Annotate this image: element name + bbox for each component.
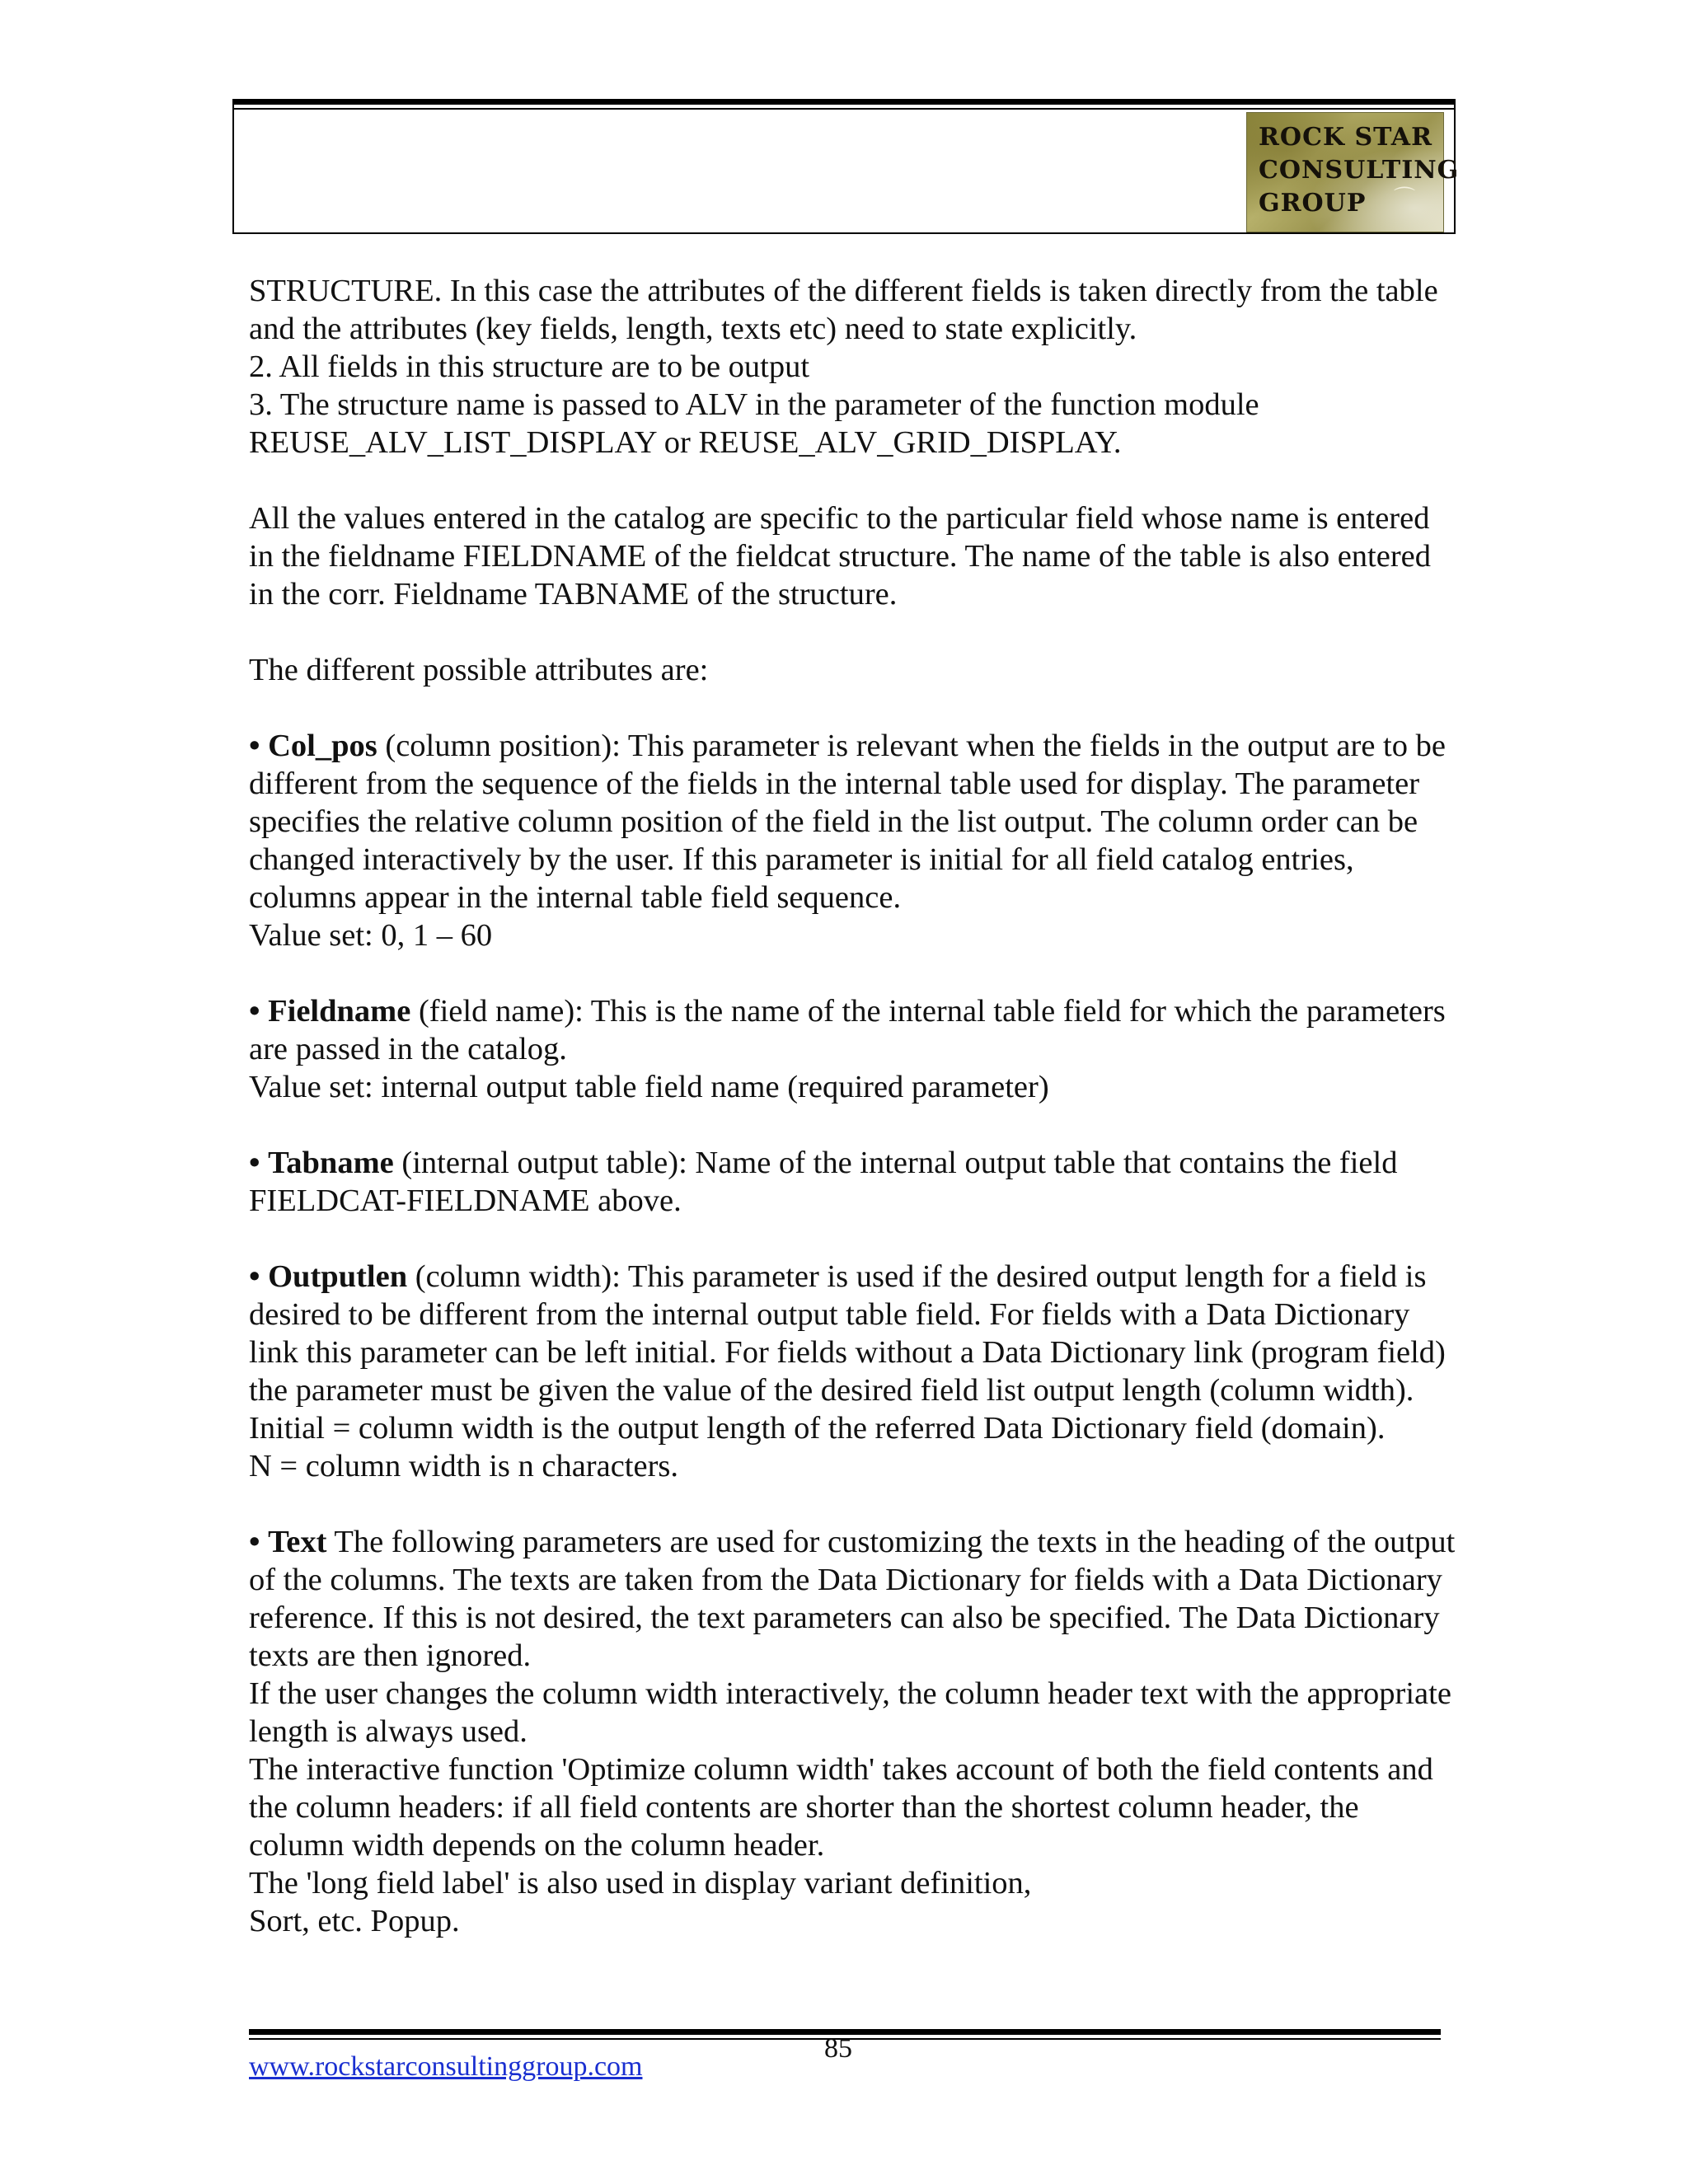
attribute-term: Tabname [268, 1146, 394, 1180]
attribute-text [249, 1258, 1461, 1409]
attribute-n-note: N = column width is n characters. [249, 1449, 679, 1483]
attribute-note: The interactive function 'Optimize column width' takes account of both the field contents and the column headers: if all field contents are shorter than the shortest column header, the column width depends on the column header. [249, 1752, 1433, 1863]
attribute-description: (column position): This parameter is relevant when the fields in the output are to be different from the sequence of the fields in the internal table used for display. The parameter specifies the relative column position of the field in the list output. The column order can be changed interactively by the user. If this parameter is initial for all field catalog entries, columns appear in the internal table field sequence. [249, 729, 1446, 915]
attribute-note: If the user changes the column width interactively, the column header text with the appropriate length is always used. [249, 1676, 1451, 1749]
company-logo [1246, 112, 1460, 232]
attribute-term: Fieldname [268, 994, 411, 1029]
bullet: • [249, 729, 260, 763]
intro-paragraph-3: 3. The structure name is passed to ALV in the parameter of the function module REUSE_ALV_LIST_DISPLAY or REUSE_ALV_GRID_DISPLAY. [249, 387, 1259, 460]
attribute-text [249, 727, 1461, 916]
attribute-term: Col_pos [268, 729, 377, 763]
website-link[interactable]: www.rockstarconsultinggroup.com [249, 2051, 643, 2082]
attribute-text-params [249, 1523, 1461, 1940]
page-body [249, 272, 1461, 1940]
attribute-description: (field name): This is the name of the internal table field for which the parameters are passed in the catalog. [249, 994, 1446, 1066]
catalog-paragraph: All the values entered in the catalog are specific to the particular field whose name is entered in the fieldname FIELDNAME of the fieldcat structure. The name of the table is also entered in the corr. Fieldname TABNAME of the structure. [249, 501, 1431, 612]
attribute-value-set: Value set: 0, 1 – 60 [249, 918, 493, 953]
bullet: • [249, 1259, 260, 1294]
bullet: • [249, 994, 260, 1029]
bullet: • [249, 1146, 260, 1180]
bird-icon: ⌒ [1393, 186, 1415, 211]
attribute-description: The following parameters are used for customizing the texts in the heading of the output of the columns. The texts are taken from the Data Dictionary for fields with a Data Dictionary reference. If this is not desired, the text parameters can also be specified. The Data Dictionary texts are then ignored. [249, 1525, 1456, 1673]
attribute-outputlen [249, 1258, 1461, 1485]
attribute-description: (internal output table): Name of the internal output table that contains the field FIELDCAT-FIELDNAME above. [249, 1146, 1398, 1218]
attribute-tabname [249, 1144, 1461, 1220]
attribute-term: Outputlen [268, 1259, 408, 1294]
attribute-value-set: Value set: internal output table field name (required parameter) [249, 1070, 1049, 1104]
attribute-note: The 'long field label' is also used in display variant definition, [249, 1866, 1032, 1900]
attribute-text [249, 1144, 1461, 1220]
page-number: 85 [824, 2033, 852, 2064]
attribute-text [249, 1523, 1461, 1675]
attribute-term: Text [268, 1525, 327, 1559]
logo-line-2: CONSULTING [1259, 156, 1460, 185]
bullet: • [249, 1525, 260, 1559]
attribute-note: Sort, etc. Popup. [249, 1904, 460, 1938]
attribute-initial-note: Initial = column width is the output length of the referred Data Dictionary field (domain). [249, 1411, 1386, 1446]
logo-line-3: GROUP [1259, 189, 1367, 218]
attribute-description: (column width): This parameter is used if the desired output length for a field is desired to be different from the internal output table field. For fields with a Data Dictionary link this parameter can be left initial. For fields without a Data Dictionary link (program field) the parameter must be given the value of the desired field list output length (column width). [249, 1259, 1446, 1408]
logo-line-1: ROCK STAR [1259, 123, 1433, 152]
intro-paragraph-1: STRUCTURE. In this case the attributes of the different fields is taken directly from the table and the attributes (key fields, length, texts etc) need to state explicitly. [249, 274, 1438, 346]
intro-paragraph-2: 2. All fields in this structure are to be output [249, 349, 810, 384]
attribute-text [249, 992, 1461, 1068]
attribute-col-pos [249, 727, 1461, 954]
attribute-fieldname [249, 992, 1461, 1106]
attributes-intro: The different possible attributes are: [249, 653, 709, 687]
